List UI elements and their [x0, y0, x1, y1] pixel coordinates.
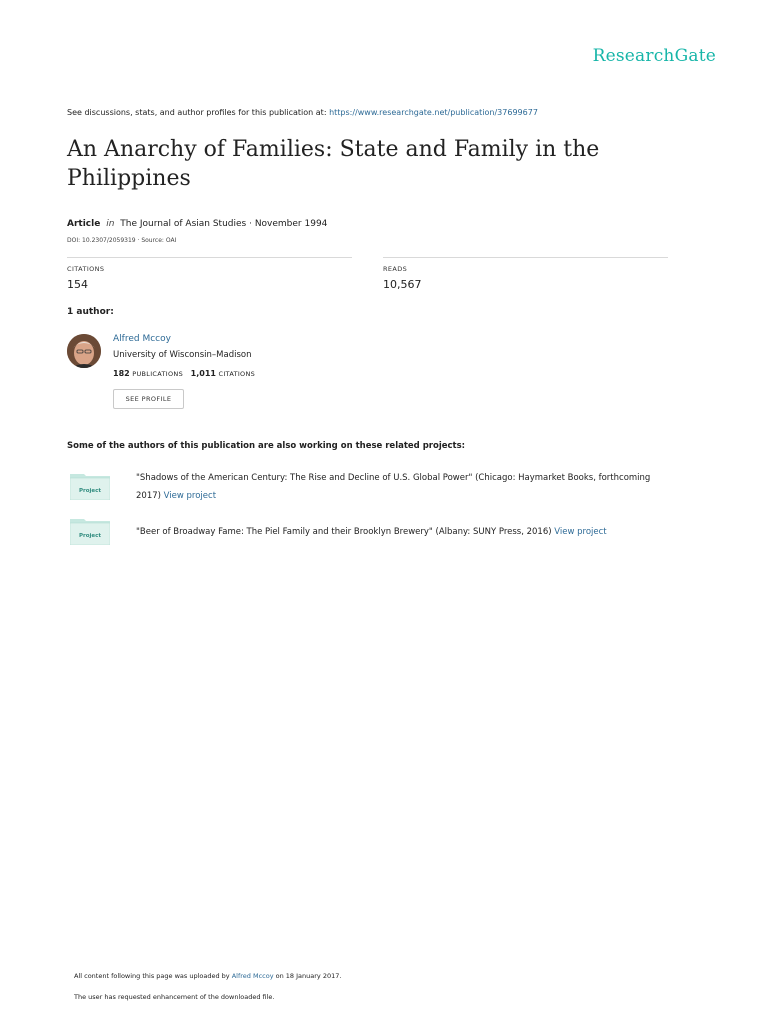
related-project-item — [136, 469, 676, 505]
authors-heading: 1 author: — [67, 307, 114, 317]
doi-source: DOI: 10.2307/2059319 · Source: OAI — [67, 237, 177, 244]
project-title: "Shadows of the American Century: The Rise and Decline of U.S. Global Power" (Chicago: Haymarket Books, forthcoming 2017) — [136, 473, 651, 501]
reads-label: READS — [383, 265, 408, 273]
citations-divider — [67, 257, 352, 258]
discuss-text: See discussions, stats, and author profiles for this publication at: — [67, 108, 330, 117]
author-publications-label: PUBLICATIONS — [132, 370, 183, 378]
author-stats — [113, 369, 255, 378]
author-publications-count: 182 — [113, 369, 130, 378]
publication-url-link[interactable]: https://www.researchgate.net/publication/37699677 — [329, 108, 538, 117]
author-name-link[interactable]: Alfred Mccoy — [113, 334, 171, 344]
author-avatar[interactable] — [67, 334, 101, 368]
upload-prefix: All content following this page was uploaded by — [74, 972, 232, 980]
publication-title: An Anarchy of Families: State and Family in the Philippines — [67, 137, 600, 191]
citations-label: CITATIONS — [67, 265, 105, 273]
project-folder-icon — [70, 517, 110, 545]
publication-type: Article — [67, 219, 101, 229]
view-project-link[interactable]: View project — [163, 491, 217, 501]
see-profile-button[interactable]: SEE PROFILE — [113, 389, 184, 409]
author-institution: University of Wisconsin–Madison — [113, 350, 252, 360]
in-label: in — [106, 219, 115, 229]
discuss-line — [67, 108, 538, 117]
author-citations-count: 1,011 — [190, 369, 216, 378]
reads-value: 10,567 — [383, 278, 422, 291]
svg-text:Project: Project — [78, 488, 102, 494]
related-project-item — [136, 523, 676, 541]
upload-suffix: on 18 January 2017. — [273, 972, 342, 980]
view-project-link[interactable]: View project — [554, 527, 607, 537]
publication-meta — [67, 219, 327, 229]
related-projects-heading: Some of the authors of this publication are also working on these related projects: — [67, 441, 466, 451]
upload-note — [74, 972, 341, 980]
journal-date: The Journal of Asian Studies · November 1994 — [120, 219, 328, 229]
reads-divider — [383, 257, 668, 258]
citations-value: 154 — [67, 278, 88, 291]
project-title: "Beer of Broadway Fame: The Piel Family and their Brooklyn Brewery" (Albany: SUNY Press, 2016) — [136, 527, 552, 537]
avatar-portrait-icon — [67, 334, 101, 368]
enhancement-note: The user has requested enhancement of the downloaded file. — [74, 993, 275, 1001]
researchgate-logo[interactable]: ResearchGate — [592, 46, 716, 66]
svg-text:Project: Project — [78, 533, 102, 539]
project-folder-icon — [70, 472, 110, 500]
uploader-link[interactable]: Alfred Mccoy — [231, 972, 274, 980]
author-citations-label: CITATIONS — [218, 370, 256, 378]
